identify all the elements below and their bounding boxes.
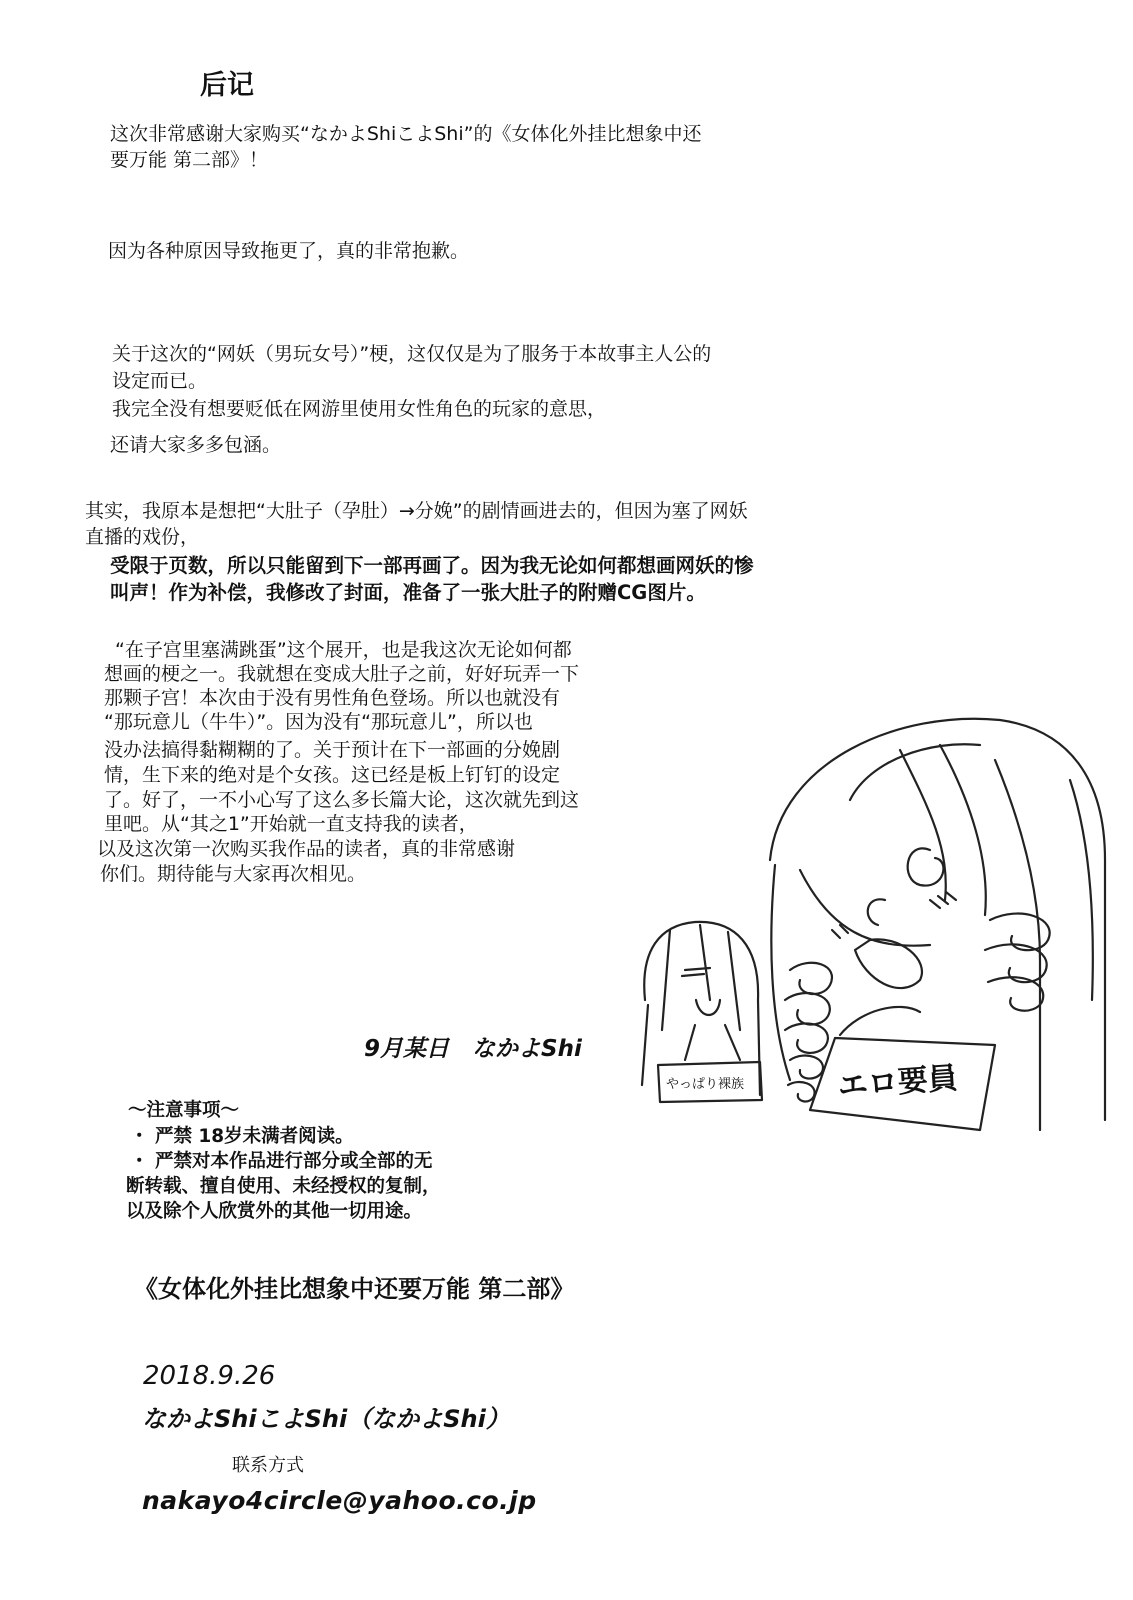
para-thanks-line-1: 这次非常感谢大家购买“なかよShiこよShi”的《女体化外挂比想象中还 <box>110 123 702 145</box>
para-plan-line-4: 叫声！作为补偿，我修改了封面，准备了一张大肚子的附赠CG图片。 <box>110 581 706 604</box>
contact-email: nakayo4circle@yahoo.co.jp <box>142 1486 537 1515</box>
notice-line-1: ・ 严禁 18岁未满者阅读。 <box>130 1126 354 1147</box>
para-netyao-line-1: 关于这次的“网妖（男玩女号）”梗，这仅仅是为了服务于本故事主人公的 <box>112 343 712 365</box>
para-netyao-line-2: 设定而已。 <box>112 370 208 392</box>
para-story-line-6: 情，生下来的绝对是个女孩。这已经是板上钉钉的设定 <box>104 764 561 786</box>
big-sign-text: エロ要員 <box>836 1061 959 1105</box>
para-story-line-1: “在子宫里塞满跳蛋”这个展开，也是我这次无论如何都 <box>115 639 572 661</box>
para-story-line-9: 以及这次第一次购买我作品的读者，真的非常感谢 <box>97 838 516 860</box>
para-plan-line-2: 直播的戏份， <box>85 526 200 548</box>
circle-name: なかよShiこよShi（なかよShi） <box>142 1405 510 1433</box>
title: 后记 <box>200 70 254 101</box>
para-story-line-2: 想画的梗之一。我就想在变成大肚子之前，好好玩弄一下 <box>104 663 580 685</box>
publish-date: 2018.9.26 <box>143 1361 276 1391</box>
book-title: 《女体化外挂比想象中还要万能 第二部》 <box>134 1275 575 1303</box>
para-thanks-line-2: 要万能 第二部》！ <box>110 149 269 171</box>
small-sign-text: やっぱり裸族 <box>666 1077 745 1092</box>
notice-line-4: 以及除个人欣赏外的其他一切用途。 <box>126 1201 423 1222</box>
para-story-line-4: “那玩意儿（牛牛）”。因为没有“那玩意儿”，所以也 <box>104 711 533 733</box>
author-signature: 9月某日 なかよShi <box>364 1036 582 1062</box>
para-plan-line-3: 受限于页数，所以只能留到下一部再画了。因为我无论如何都想画网妖的惨 <box>110 554 754 577</box>
para-story-line-7: 了。好了，一不小心写了这么多长篇大论，这次就先到这 <box>104 789 580 811</box>
notice-line-3: 断转载、擅自使用、未经授权的复制， <box>126 1176 441 1197</box>
para-story-line-10: 你们。期待能与大家再次相见。 <box>100 863 367 885</box>
para-netyao-line-4: 还请大家多多包涵。 <box>110 434 282 456</box>
contact-label: 联系方式 <box>232 1455 304 1476</box>
character-illustration <box>600 700 1120 1220</box>
para-apology: 因为各种原因导致拖更了，真的非常抱歉。 <box>108 240 470 262</box>
para-story-line-5: 没办法搞得黏糊糊的了。关于预计在下一部画的分娩剧 <box>104 739 561 761</box>
para-story-line-8: 里吧。从“其之1”开始就一直支持我的读者， <box>104 813 478 835</box>
para-netyao-line-3: 我完全没有想要贬低在网游里使用女性角色的玩家的意思， <box>112 398 607 420</box>
notice-line-2: ・ 严禁对本作品进行部分或全部的无 <box>130 1151 433 1172</box>
notice-heading: ～注意事项～ <box>128 1100 240 1121</box>
para-plan-line-1: 其实，我原本是想把“大肚子（孕肚）→分娩”的剧情画进去的，但因为塞了网妖 <box>85 500 748 522</box>
para-story-line-3: 那颗子宫！本次由于没有男性角色登场。所以也就没有 <box>104 687 561 709</box>
